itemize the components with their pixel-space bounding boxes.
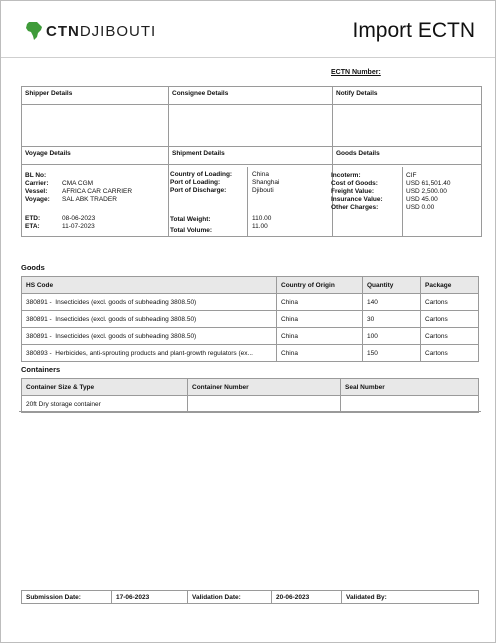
content-bottom-rule: [19, 411, 481, 412]
package-cell: Cartons: [421, 294, 479, 311]
shipper-details-cell: [22, 105, 169, 147]
seal-number-header: Seal Number: [341, 379, 479, 396]
eta-label: ETA:: [25, 223, 40, 230]
freight-value-value: USD 2,500.00: [406, 188, 447, 195]
document-title: Import ECTN: [352, 19, 475, 42]
goods-section-label: Goods: [21, 263, 45, 272]
container-size-cell: 20ft Dry storage container: [22, 396, 188, 413]
shipper-details-header: Shipper Details: [22, 87, 169, 105]
quantity-cell: 30: [363, 311, 421, 328]
etd-eta-values: [62, 215, 95, 231]
header-divider: [1, 57, 495, 58]
etd-label: ETD:: [25, 215, 41, 222]
shipment-values: [252, 171, 279, 195]
voyage-value: SAL ABK TRADER: [62, 196, 117, 203]
ctn-djibouti-logo: [25, 19, 156, 43]
containers-header-row: [22, 379, 479, 396]
total-volume-label: Total Volume:: [170, 227, 213, 234]
quantity-cell: 100: [363, 328, 421, 345]
submission-date-value: 17-06-2023: [112, 591, 188, 604]
totals-values: [252, 215, 271, 231]
freight-value-label: Freight Value:: [331, 188, 374, 195]
container-number-cell: [188, 396, 341, 413]
etd-eta-labels: [25, 215, 40, 231]
shipment-labels: [170, 171, 232, 195]
package-cell: Cartons: [421, 328, 479, 345]
voyage-label: Voyage:: [25, 196, 50, 203]
port-of-discharge-value: Djibouti: [252, 187, 274, 194]
consignee-details-header: Consignee Details: [169, 87, 333, 105]
incoterm-value: CIF: [406, 172, 417, 179]
footer-table: [21, 590, 479, 604]
goods-labels: [331, 172, 383, 212]
goods-values: [406, 172, 450, 212]
ectn-number-label: ECTN Number:: [331, 69, 381, 76]
origin-cell: China: [277, 311, 363, 328]
table-row: [22, 311, 479, 328]
origin-cell: China: [277, 345, 363, 362]
incoterm-label: Incoterm:: [331, 172, 361, 179]
package-header: Package: [421, 277, 479, 294]
quantity-cell: 150: [363, 345, 421, 362]
hs-code-cell: 380893 - Herbicides, anti-sprouting products and plant-growth regulators (ex...: [22, 345, 277, 362]
port-of-loading-value: Shanghai: [252, 179, 280, 186]
vessel-label: Vessel:: [25, 188, 48, 195]
carrier-label: Carrier:: [25, 180, 49, 187]
port-of-loading-label: Port of Loading:: [170, 179, 221, 186]
notify-details-header: Notify Details: [333, 87, 482, 105]
quantity-header: Quantity: [363, 277, 421, 294]
package-cell: Cartons: [421, 311, 479, 328]
totals-labels: [170, 214, 212, 236]
hs-code-cell: 380891 - Insecticides (excl. goods of subheading 3808.50): [22, 311, 277, 328]
validation-date-value: 20-06-2023: [272, 591, 342, 604]
table-row: [22, 294, 479, 311]
insurance-value-label: Insurance Value:: [331, 196, 383, 203]
shipment-details-header: Shipment Details: [169, 147, 333, 165]
table-row: [22, 345, 479, 362]
other-charges-value: USD 0.00: [406, 204, 435, 211]
submission-date-label: Submission Date:: [22, 591, 112, 604]
table-row: [22, 328, 479, 345]
goods-details-header: Goods Details: [333, 147, 482, 165]
hs-code-cell: 380891 - Insecticides (excl. goods of subheading 3808.50): [22, 294, 277, 311]
origin-cell: China: [277, 328, 363, 345]
vessel-value: AFRICA CAR CARRIER: [62, 188, 133, 195]
hs-code-header: HS Code: [22, 277, 277, 294]
total-volume-value: 11.00: [252, 223, 268, 230]
insurance-value-value: USD 45.00: [406, 196, 438, 203]
containers-table: [21, 378, 479, 413]
other-charges-label: Other Charges:: [331, 204, 379, 211]
voyage-values: [62, 172, 132, 204]
country-of-loading-label: Country of Loading:: [170, 171, 233, 178]
country-of-origin-header: Country of Origin: [277, 277, 363, 294]
consignee-details-cell: [169, 105, 333, 147]
port-of-discharge-label: Port of Discharge:: [170, 187, 227, 194]
notify-details-cell: [333, 105, 482, 147]
containers-section-label: Containers: [21, 365, 61, 374]
voyage-details-header: Voyage Details: [22, 147, 169, 165]
cost-of-goods-label: Cost of Goods:: [331, 180, 378, 187]
quantity-cell: 140: [363, 294, 421, 311]
voyage-labels: [25, 172, 50, 204]
validation-date-label: Validation Date:: [188, 591, 272, 604]
validated-by-label: Validated By:: [342, 591, 479, 604]
container-number-header: Container Number: [188, 379, 341, 396]
seal-number-cell: [341, 396, 479, 413]
container-size-header: Container Size & Type: [22, 379, 188, 396]
bl-no-label: BL No:: [25, 172, 47, 179]
total-weight-value: 110.00: [252, 215, 272, 222]
etd-value: 08-06-2023: [62, 215, 96, 222]
country-of-loading-value: China: [252, 171, 269, 178]
shipment-divider: [247, 167, 248, 236]
eta-value: 11-07-2023: [62, 223, 95, 230]
carrier-value: CMA CGM: [62, 180, 94, 187]
goods-divider: [402, 167, 403, 236]
goods-header-row: [22, 277, 479, 294]
africa-map-icon: [25, 21, 43, 41]
cost-of-goods-value: USD 61,501.40: [406, 180, 451, 187]
table-row: [22, 396, 479, 413]
origin-cell: China: [277, 294, 363, 311]
bl-no-value: [62, 172, 132, 180]
logo-text: CTNDJIBOUTI: [46, 22, 157, 40]
package-cell: Cartons: [421, 345, 479, 362]
hs-code-cell: 380891 - Insecticides (excl. goods of subheading 3808.50): [22, 328, 277, 345]
goods-table: [21, 276, 479, 362]
total-weight-label: Total Weight:: [170, 216, 211, 223]
